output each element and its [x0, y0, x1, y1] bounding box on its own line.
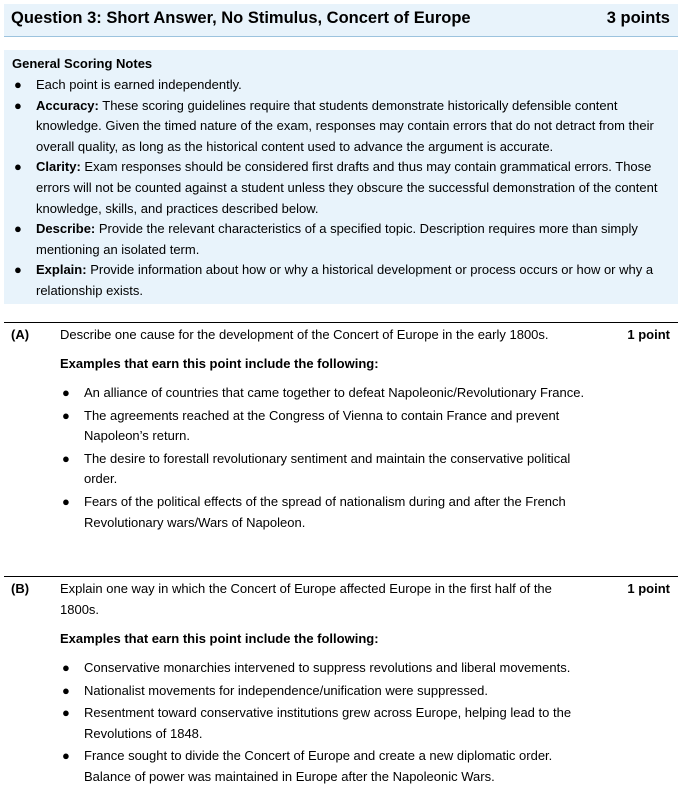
bullet-icon: ● [62, 682, 70, 698]
list-item [4, 75, 678, 96]
question-title: Question 3: Short Answer, No Stimulus, Concert of Europe [11, 9, 471, 27]
bullet-icon: ● [14, 77, 22, 92]
list-item [60, 383, 600, 404]
note-text: These scoring guidelines require that students demonstrate historically defensible content knowledge. Given the timed nature of the exam, responses may contain errors that do not detract from their overall quality, as long as the historical content used to advance the argument is accurate. [36, 97, 654, 154]
example-text: Conservative monarchies intervened to suppress revolutions and liberal movements. [84, 660, 571, 675]
example-text: The desire to forestall revolutionary sentiment and maintain the conservative political order. [84, 450, 571, 487]
bullet-icon: ● [62, 385, 70, 400]
scoring-notes-list [4, 75, 678, 302]
list-item [60, 449, 600, 490]
bullet-icon: ● [14, 262, 22, 278]
examples-heading: Examples that earn this point include the following: [60, 631, 379, 646]
bullet-icon: ● [14, 221, 22, 237]
part-a [4, 322, 678, 553]
bullet-icon: ● [14, 159, 22, 175]
list-item [60, 746, 600, 787]
list-item [4, 219, 678, 260]
list-item [4, 157, 678, 219]
bullet-icon: ● [62, 705, 70, 721]
part-label: (A) [11, 327, 30, 342]
note-text: Provide the relevant characteristics of a specified topic. Description requires more than simply mentioning an isolated term. [36, 221, 638, 257]
note-term: Clarity: [36, 159, 81, 175]
list-item [60, 703, 600, 744]
note-text: Each point is earned independently. [36, 77, 242, 92]
note-term: Explain: [36, 262, 87, 278]
example-text: The agreements reached at the Congress of Vienna to contain France and prevent Napoleon’s return. [84, 407, 560, 444]
bullet-icon: ● [62, 493, 70, 509]
bullet-icon: ● [62, 660, 70, 675]
examples-list [60, 383, 600, 535]
list-item [60, 681, 600, 702]
example-text: Resentment toward conservative institutions grew across Europe, helping lead to the Revolutions of 1848. [84, 705, 572, 741]
example-text: Fears of the political effects of the spread of nationalism during and after the French Revolutionary wars/Wars of Napoleon. [84, 493, 566, 530]
bullet-icon: ● [14, 97, 22, 113]
part-points: 1 point [627, 327, 670, 342]
question-points: 3 points [606, 9, 670, 27]
part-label: (B) [11, 581, 30, 596]
list-item [60, 406, 600, 447]
list-item [60, 492, 600, 533]
list-item [60, 658, 600, 679]
general-scoring-notes [4, 50, 678, 304]
example-text: France sought to divide the Concert of Europe and create a new diplomatic order. Balance of power was maintained in Europe after the Napoleonic Wars. [84, 748, 553, 784]
example-text: An alliance of countries that came together to defeat Napoleonic/Revolutionary France. [84, 385, 585, 400]
note-text: Provide information about how or why a historical development or process occurs or how or why a relationship exists. [36, 262, 654, 298]
list-item [4, 96, 678, 158]
example-text: Nationalist movements for independence/unification were suppressed. [84, 682, 488, 698]
part-question: Describe one cause for the development of the Concert of Europe in the early 1800s. [60, 327, 549, 342]
list-item [4, 260, 678, 301]
note-term: Accuracy: [36, 97, 99, 113]
examples-heading: Examples that earn this point include the following: [60, 356, 379, 371]
examples-list [60, 658, 600, 790]
bullet-icon: ● [62, 407, 70, 423]
note-term: Describe: [36, 221, 96, 237]
note-text: Exam responses should be considered first drafts and thus may contain grammatical errors. Those errors will not be counted against a student unless they obscure the successful demonstration of the content knowledge, skills, and practices described below. [36, 159, 658, 216]
part-points: 1 point [627, 581, 670, 596]
scoring-notes-heading: General Scoring Notes [12, 56, 153, 71]
bullet-icon: ● [62, 450, 70, 466]
part-question: Explain one way in which the Concert of Europe affected Europe in the first half of the 1800s. [60, 581, 552, 617]
part-b [4, 576, 678, 791]
question-header [4, 4, 678, 37]
bullet-icon: ● [62, 748, 70, 764]
